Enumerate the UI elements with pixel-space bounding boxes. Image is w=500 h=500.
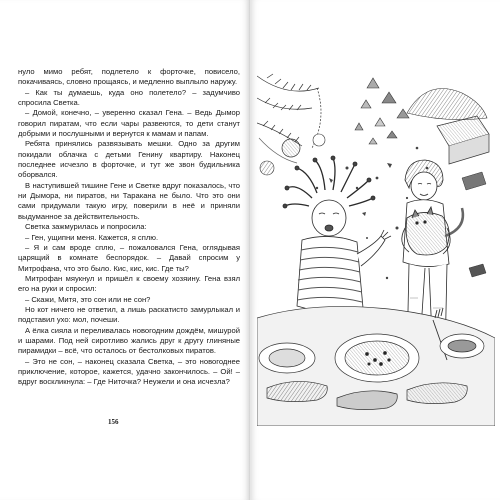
- paragraph: А ёлка сияла и переливалась новогодним дождём, мишурой и шарами. Под ней сиротливо жались друг к другу глиняные пирамидки – всё, что осталось от бестолковых пиратов.: [18, 325, 240, 356]
- right-page: [251, 0, 500, 500]
- paragraph: В наступившей тишине Гене и Светке вдруг показалось, что ни Дымора, ни пиратов, ни Таракана не было. Что это они сами придумали такую игру, поверили в неё и приняли выдуманное за действительность.: [18, 180, 240, 221]
- paragraph: Ребята принялись развязывать мешки. Одно за другим покидали облачка с детьми Генину квартиру. Наконец последнее исчезло в форточке, и тут же звон будильника оборвался.: [18, 139, 240, 180]
- left-page: [0, 0, 249, 500]
- ornament-ball: [260, 161, 274, 175]
- clay-pyramids: [355, 78, 409, 144]
- paragraph: Митрофан мяукнул и пришёл к своему хозяину. Гена взял его на руки и спросил:: [18, 273, 240, 294]
- gift-box: [437, 116, 489, 164]
- sand-pile: [407, 89, 487, 120]
- paragraph: – Как ты думаешь, куда оно полетело? – задумчиво спросила Светка.: [18, 87, 240, 108]
- ornament-ball: [282, 139, 300, 157]
- paragraph: – Это не сон, – наконец сказала Светка, – это новогоднее приключение, которое, кажется, удачно закончилось. – Ой! – вдруг воскликнула: – Где Ниточка? Неужели и она исчезла?: [18, 356, 240, 387]
- brush: [462, 172, 486, 190]
- paragraph: Светка зажмурилась и попросила:: [25, 222, 147, 232]
- paragraph: – Ген, ущипни меня. Кажется, я сплю.: [25, 232, 159, 242]
- paragraph: – Домой, конечно, – уверенно сказал Гена. – Ведь Дымор говорил пиратам, что если чары развеются, то дети станут добрыми и послушными и вернутся к мамам и папам.: [18, 108, 240, 139]
- girl-figure: [283, 156, 391, 312]
- paragraph: – Я и сам вроде сплю, – пожаловался Гена, оглядывая царящий в комнате беспорядок. – Давай спросим у Митрофана, что это было. Кис, кис, кис. Где ты?: [18, 242, 240, 273]
- text-column: [18, 67, 240, 388]
- table: [257, 306, 495, 426]
- brush: [469, 264, 486, 277]
- paragraph: – Скажи, Митя, это сон или не сон?: [25, 294, 151, 304]
- paragraph: Но кот ничего не ответил, а лишь раскатисто замурлыкал и подставил ухо: мол, почеши.: [18, 304, 240, 325]
- ornament-ball: [313, 134, 325, 146]
- page-number: 156: [108, 418, 119, 426]
- illustration: [257, 68, 495, 426]
- paragraph: нуло мимо ребят, подлетело к форточке, повисело, покачиваясь, словно прощаясь, и медленно выплыло наружу.: [18, 67, 240, 87]
